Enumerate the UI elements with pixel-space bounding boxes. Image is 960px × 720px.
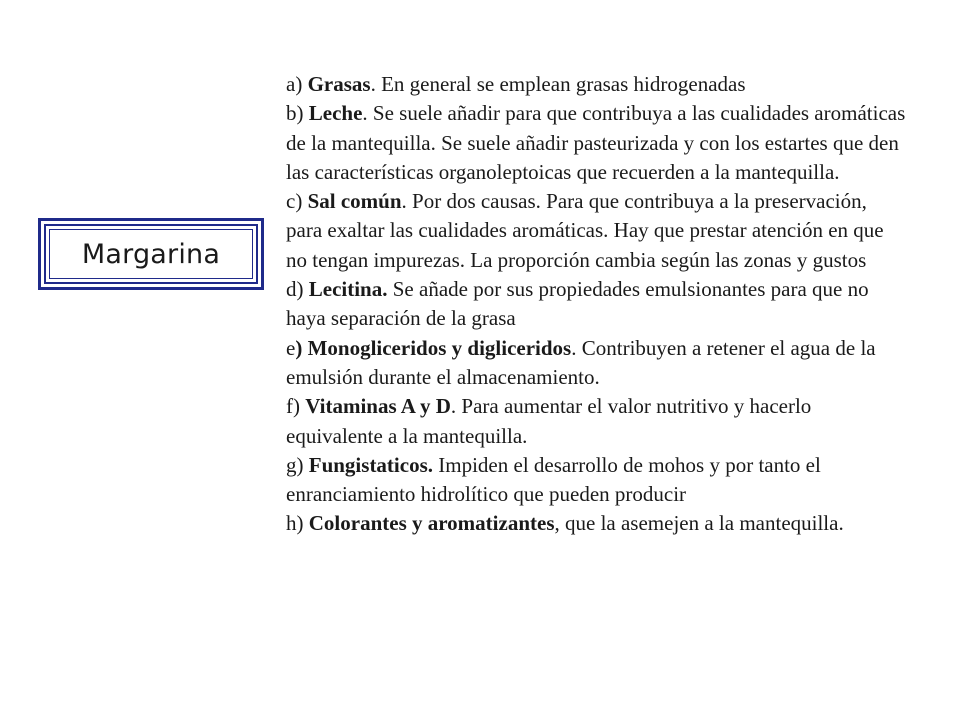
ingredient-list <box>286 70 906 539</box>
list-item-sal <box>286 187 906 275</box>
list-item-colorantes <box>286 509 906 538</box>
item-text: . En general se emplean grasas hidrogenadas <box>370 72 746 96</box>
title-box <box>38 218 264 290</box>
item-term: Grasas <box>307 72 371 96</box>
item-term: Colorantes y aromatizantes <box>308 511 555 536</box>
item-prefix: a) <box>286 72 308 96</box>
item-term: ) Monogliceridos y digliceridos <box>295 335 572 360</box>
list-item-fungistaticos <box>286 451 906 510</box>
item-text: . Contribuyen a retener el agua de la emulsión durante el almacenamiento. <box>286 335 876 389</box>
item-prefix: h) <box>286 511 309 536</box>
item-term: Leche <box>308 101 363 126</box>
item-text: , que la asemejen a la mantequilla. <box>554 511 844 536</box>
item-term: Fungistaticos. <box>308 452 434 477</box>
item-prefix: c) <box>286 189 308 214</box>
list-item-vitaminas <box>286 392 906 451</box>
item-prefix: d) <box>286 277 309 302</box>
list-item-lecitina <box>286 275 906 334</box>
item-prefix: b) <box>286 101 309 126</box>
item-prefix: g) <box>286 452 309 477</box>
item-text: Se añade por sus propiedades emulsionantes para que no haya separación de la grasa <box>286 277 869 331</box>
item-term: Lecitina. <box>308 277 388 302</box>
item-text: Impiden el desarrollo de mohos y por tanto el enranciamiento hidrolítico que pueden producir <box>286 452 821 507</box>
slide-title: Margarina <box>81 238 221 270</box>
item-prefix: e <box>286 335 296 360</box>
list-item-leche <box>286 99 906 187</box>
list-item-monogliceridos <box>286 334 906 393</box>
item-prefix: f) <box>286 394 306 419</box>
item-text: . Se suele añadir para que contribuya a las cualidades aromáticas de la mantequilla. Se suele añadir pasteurizada y con los estartes que den las características organoleptoicas que recuerden a la mantequilla. <box>286 101 906 184</box>
item-text: . Por dos causas. Para que contribuya a la preservación, para exaltar las cualidades aromáticas. Hay que prestar atención en que no tengan impurezas. La proporción cambia según las zonas y gustos <box>286 189 884 272</box>
item-text: . Para aumentar el valor nutritivo y hacerlo equivalente a la mantequilla. <box>286 394 812 448</box>
item-term: Sal común <box>307 189 402 214</box>
title-box-inner <box>44 224 258 284</box>
item-term: Vitaminas A y D <box>305 394 451 419</box>
list-item-grasas <box>286 70 906 99</box>
